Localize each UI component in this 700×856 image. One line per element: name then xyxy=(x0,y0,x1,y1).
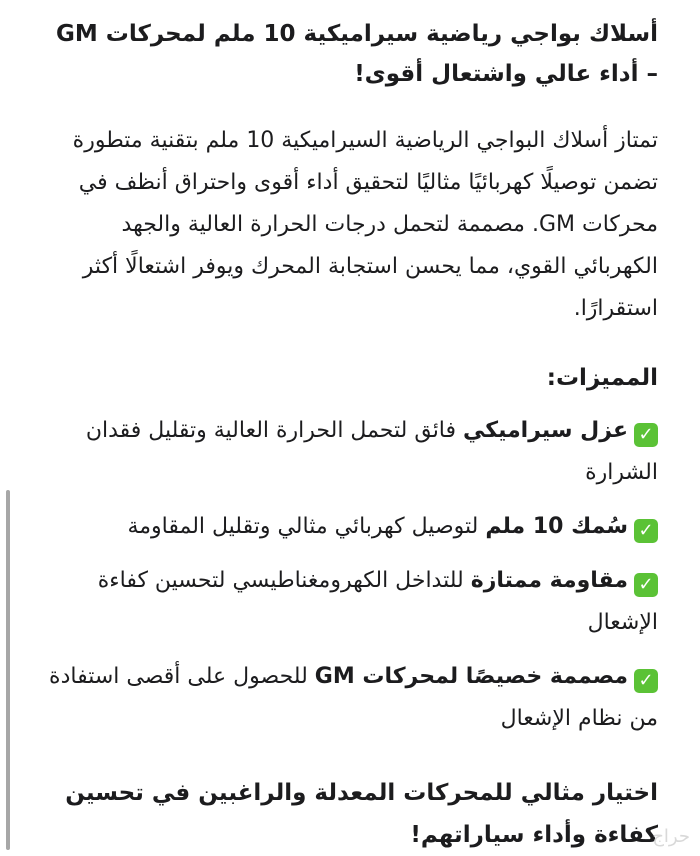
features-heading: المميزات: xyxy=(546,365,658,391)
feature-text: للحصول على أقصى استفادة من نظام الإشعال xyxy=(49,664,658,731)
closing-statement: اختيار مثالي للمحركات المعدلة والراغبين في تحسين كفاءة وأداء سياراتهم! xyxy=(65,780,658,848)
feature-item xyxy=(40,410,658,494)
scrollbar[interactable] xyxy=(6,490,10,850)
feature-text: للتداخل الكهرومغناطيسي لتحسين كفاءة الإشعال xyxy=(97,568,658,635)
check-mark-icon: ✓ xyxy=(634,423,658,447)
feature-item xyxy=(40,656,658,740)
feature-text: لتوصيل كهربائي مثالي وتقليل المقاومة xyxy=(127,514,486,539)
feature-text: فائق لتحمل الحرارة العالية وتقليل فقدان الشرارة xyxy=(85,418,658,485)
feature-item xyxy=(40,560,658,644)
listing-description: تمتاز أسلاك البواجي الرياضية السيراميكية 10 ملم بتقنية متطورة تضمن توصيلًا كهربائيًا مثاليًا لتحقيق أداء أقوى واحتراق أنظف في محركات GM. مصممة لتحمل درجات الحرارة العالية والجهد الكهربائي القوي، مما يحسن استجابة المحرك ويوفر اشتعالًا أكثر استقرارًا. xyxy=(72,128,658,321)
feature-bold: مقاومة ممتازة xyxy=(470,568,628,593)
listing-content xyxy=(40,14,658,856)
feature-item xyxy=(40,506,658,548)
watermark-logo: حراج xyxy=(652,826,690,847)
listing-title: أسلاك بواجي رياضية سيراميكية 10 ملم لمحركات GM – أداء عالي واشتعال أقوى! xyxy=(55,21,658,87)
check-mark-icon: ✓ xyxy=(634,573,658,597)
feature-bold: عزل سيراميكي xyxy=(463,418,628,443)
feature-bold: مصممة خصيصًا لمحركات GM xyxy=(314,664,628,689)
check-mark-icon: ✓ xyxy=(634,669,658,693)
feature-bold: سُمك 10 ملم xyxy=(485,514,628,539)
check-mark-icon: ✓ xyxy=(634,519,658,543)
